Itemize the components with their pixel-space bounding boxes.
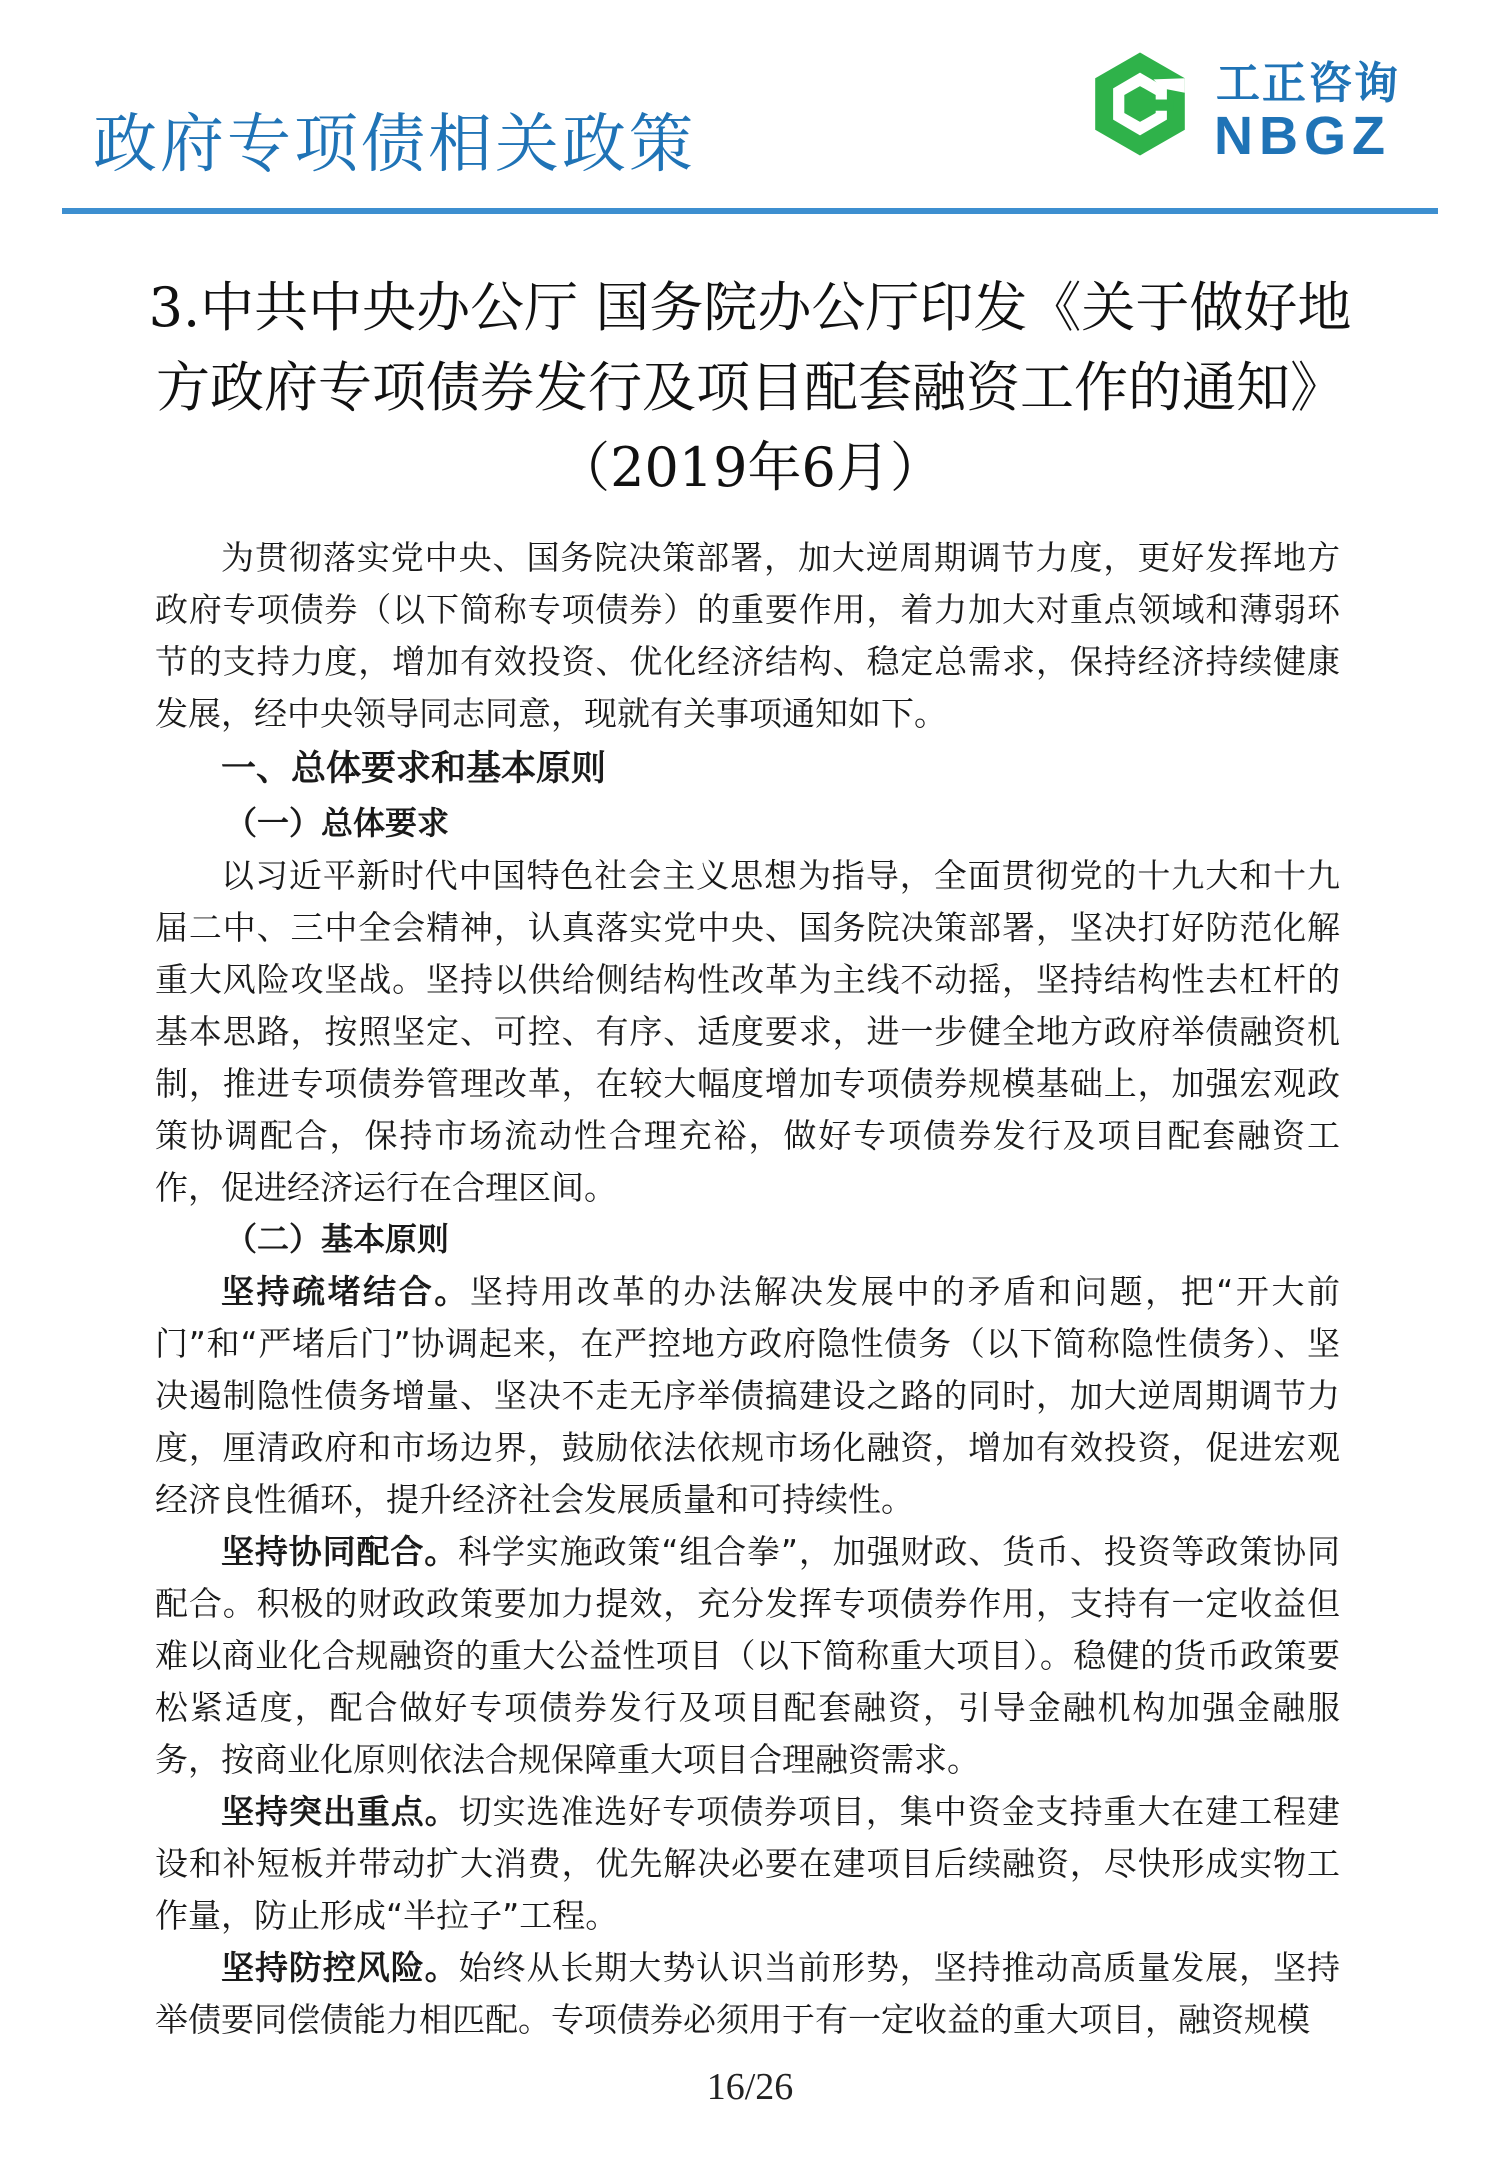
principle-lead: 坚持协同配合。	[221, 1532, 459, 1571]
principle-lead: 坚持突出重点。	[221, 1792, 459, 1831]
header-title: 政府专项债相关政策	[93, 108, 696, 182]
principle-text: 始终从长期大势认识当前形势，坚持推动高质量发展，坚持举债要同偿债能力相匹配。专项债券必须用于有一定收益的重大项目，融资规模	[155, 1948, 1340, 2039]
principle-text: 切实选准选好专项债券项目，集中资金支持重大在建工程建设和补短板并带动扩大消费，优先解决必要在建项目后续融资，尽快形成实物工作量，防止形成“半拉子”工程。	[155, 1792, 1340, 1935]
intro-paragraph: 为贯彻落实党中央、国务院决策部署，加大逆周期调节力度，更好发挥地方政府专项债券（以下简称专项债券）的重要作用，着力加大对重点领域和薄弱环节的支持力度，增加有效投资、优化经济结构、稳定总需求，保持经济持续健康发展，经中央领导同志同意，现就有关事项通知如下。	[155, 538, 1340, 733]
logo-english-text: NBGZ	[1214, 106, 1391, 166]
general-requirements-paragraph: 以习近平新时代中国特色社会主义思想为指导，全面贯彻党的十九大和十九届二中、三中全会精神，认真落实党中央、国务院决策部署，坚决打好防范化解重大风险攻坚战。坚持以供给侧结构性改革为主线不动摇，坚持结构性去杠杆的基本思路，按照坚定、可控、有序、适度要求，进一步健全地方政府举债融资机制，推进专项债券管理改革，在较大幅度增加专项债券规模基础上，加强宏观政策协调配合，保持市场流动性合理充裕，做好专项债券发行及项目配套融资工作，促进经济运行在合理区间。	[155, 856, 1340, 1207]
principle-paragraph	[155, 1526, 1340, 1786]
header-divider	[62, 208, 1438, 214]
principle-text: 科学实施政策“组合拳”，加强财政、货币、投资等政策协同配合。积极的财政政策要加力提效，充分发挥专项债券作用，支持有一定收益但难以商业化合规融资的重大公益性项目（以下简称重大项目）。稳健的货币政策要松紧适度，配合做好专项债券发行及项目配套融资，引导金融机构加强金融服务，按商业化原则依法合规保障重大项目合理融资需求。	[155, 1532, 1340, 1779]
principle-paragraph	[155, 1266, 1340, 1526]
principle-lead: 坚持防控风险。	[221, 1948, 459, 1987]
company-logo	[1084, 48, 1444, 170]
page-number: 16/26	[706, 2066, 794, 2108]
document-body	[155, 532, 1340, 2046]
principle-text: 坚持用改革的办法解决发展中的矛盾和问题，把“开大前门”和“严堵后门”协调起来，在严控地方政府隐性债务（以下简称隐性债务）、坚决遏制隐性债务增量、坚决不走无序举债搞建设之路的同时，加大逆周期调节力度，厘清政府和市场边界，鼓励依法依规市场化融资，增加有效投资，促进宏观经济良性循环，提升经济社会发展质量和可持续性。	[155, 1272, 1341, 1519]
section-heading: 一、总体要求和基本原则	[221, 749, 607, 789]
principle-paragraph	[155, 1942, 1340, 2046]
logo-chinese-text: 工正咨询	[1216, 58, 1400, 109]
subsection-heading: （一）总体要求	[225, 804, 450, 842]
subsection-heading: （二）基本原则	[225, 1220, 450, 1258]
principle-paragraph	[155, 1786, 1340, 1942]
principle-lead: 坚持疏堵结合。	[221, 1272, 470, 1311]
hexagon-g-logo-icon	[1084, 48, 1196, 160]
document-title: 3.中共中央办公厅 国务院办公厅印发《关于做好地方政府专项债券发行及项目配套融资工作的通知》（2019年6月）	[148, 276, 1352, 499]
